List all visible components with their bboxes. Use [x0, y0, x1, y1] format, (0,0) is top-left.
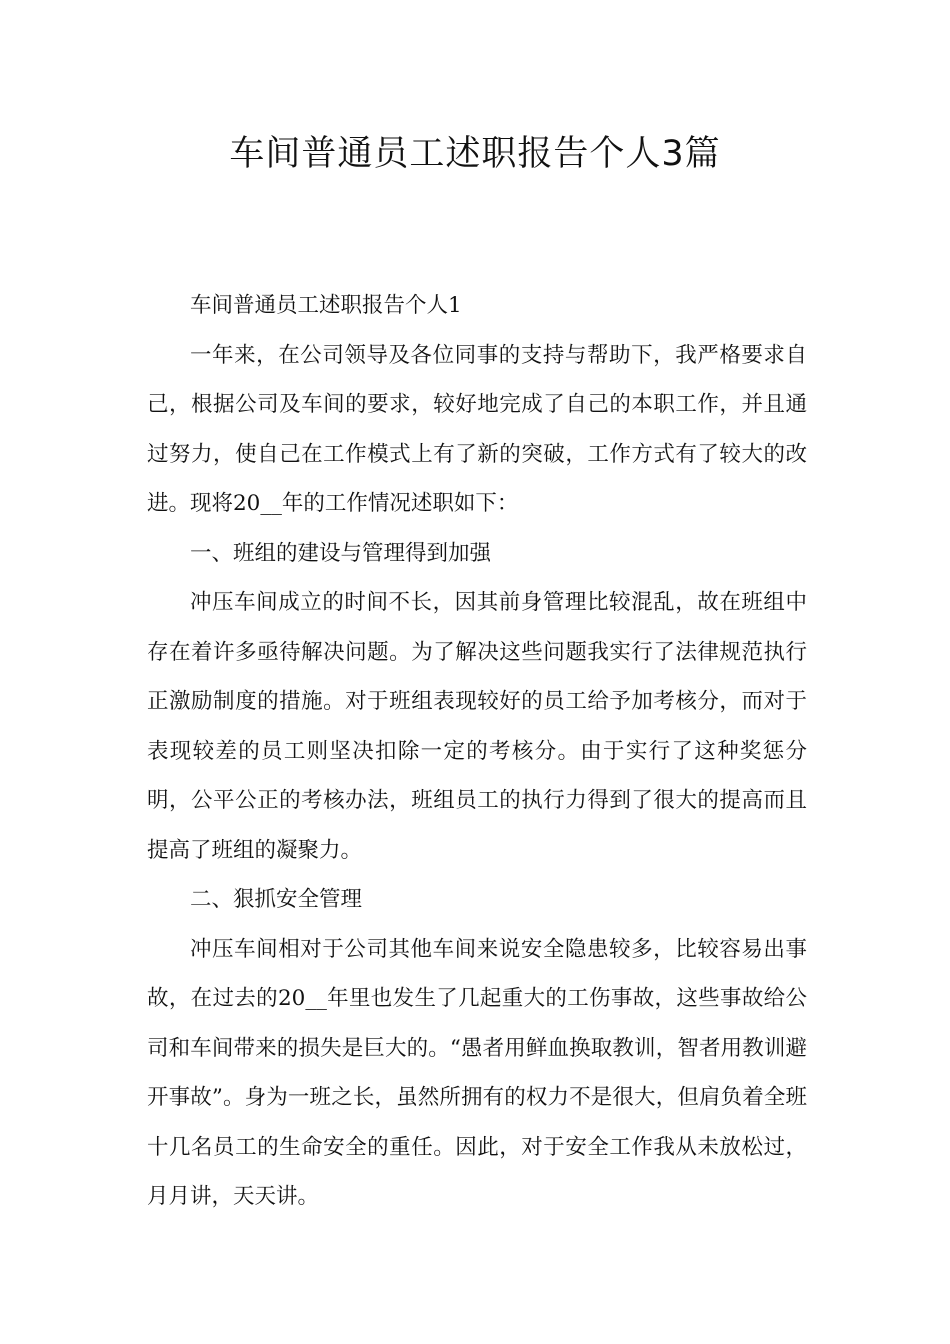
safety-paragraph: 冲压车间相对于公司其他车间来说安全隐患较多，比较容易出事故，在过去的20__年里也发生了几起重大的工伤事故，这些事故给公司和车间带来的损失是巨大的。“愚者用鲜血换取教训，智者用教训避开事故”。身为一班之长，虽然所拥有的权力不是很大，但肩负着全班十几名员工的生命安全的重任。因此，对于安全工作我从未放松过，月月讲，天天讲。 — [147, 936, 807, 1209]
team-building-paragraph: 冲压车间成立的时间不长，因其前身管理比较混乱，故在班组中存在着许多亟待解决问题。为了解决这些问题我实行了法律规范执行正激励制度的措施。对于班组表现较好的员工给予加考核分，而对于表现较差的员工则坚决扣除一定的考核分。由于实行了这种奖惩分明，公平公正的考核办法，班组员工的执行力得到了很大的提高而且提高了班组的凝聚力。 — [147, 590, 807, 863]
section-heading-report-1: 车间普通员工述职报告个人1 — [190, 293, 462, 318]
document-title: 车间普通员工述职报告个人3篇 — [229, 134, 721, 174]
intro-paragraph: 一年来，在公司领导及各位同事的支持与帮助下，我严格要求自己，根据公司及车间的要求，较好地完成了自己的本职工作，并且通过努力，使自己在工作模式上有了新的突破，工作方式有了较大的改进。现将20__年的工作情况述职如下： — [147, 342, 807, 516]
section-heading-team-building: 一、班组的建设与管理得到加强 — [190, 540, 492, 566]
section-heading-safety: 二、狠抓安全管理 — [190, 887, 363, 912]
document-body — [147, 281, 807, 1222]
